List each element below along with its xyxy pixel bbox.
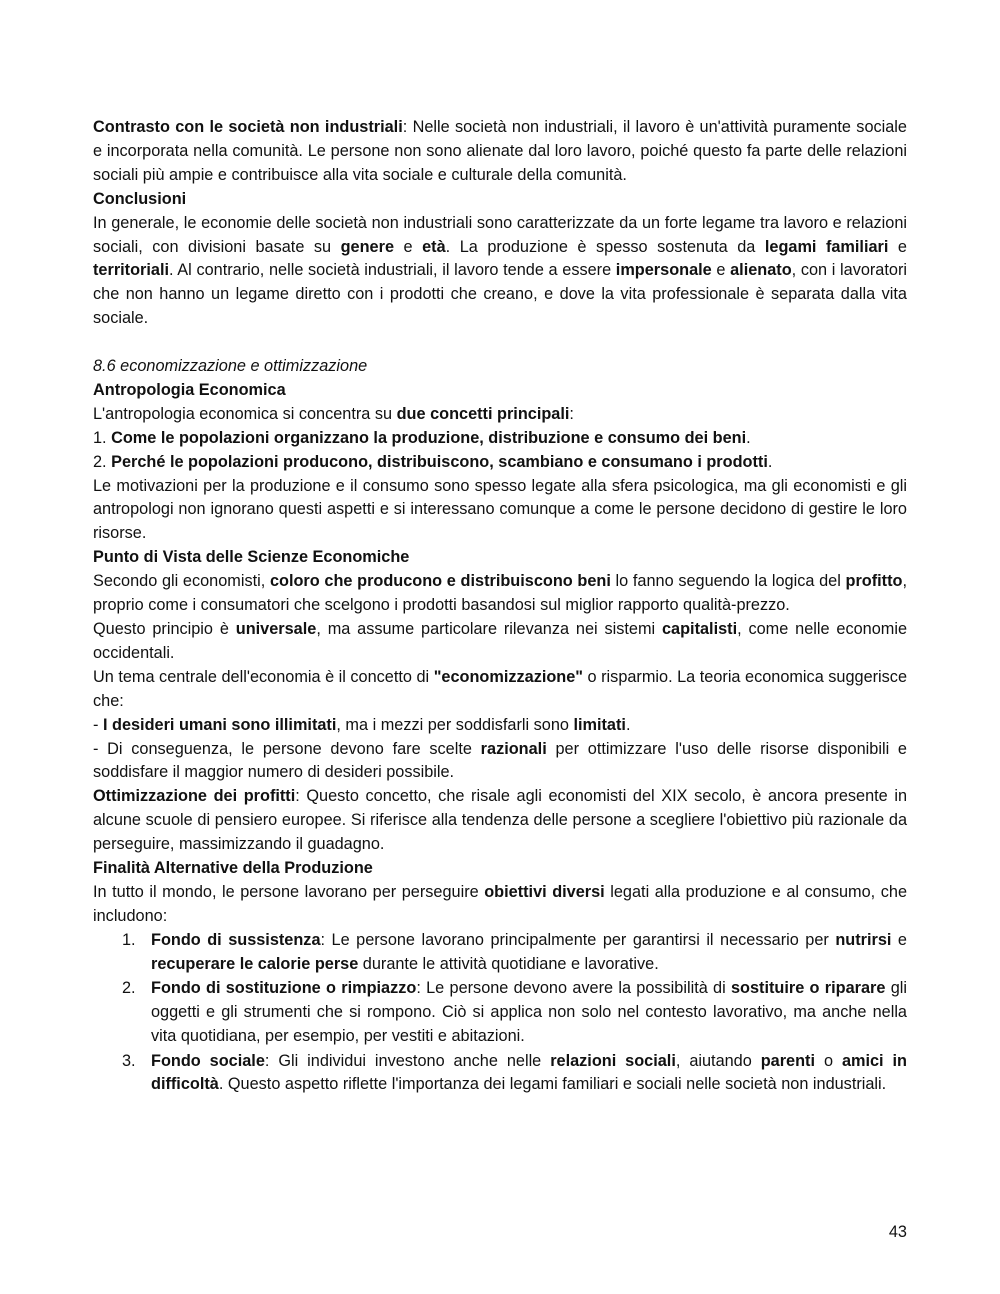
paragraph-intro-concetti: L'antropologia economica si concentra su due concetti principali:	[93, 404, 574, 423]
concept-item-2: 2. Perché le popolazioni producono, distribuiscono, scambiano e consumano i prodotti.	[93, 452, 773, 471]
dash-item-scelte: - Di conseguenza, le persone devono fare scelte razionali per ottimizzare l'uso delle risorse disponibili e soddisfare il maggior numero di desideri possibile.	[93, 739, 907, 782]
list-item-fondo-sociale: 3. Fondo sociale: Gli individui investono anche nelle relazioni sociali, aiutando parenti o amici in difficoltà. Questo aspetto riflette l'importanza dei legami familiari e sociali nelle società non industriali.	[122, 1051, 907, 1094]
paragraph-economisti: Secondo gli economisti, coloro che producono e distribuiscono beni lo fanno seguendo la logica del profitto, proprio come i consumatori che scelgono i prodotti basandosi sul miglior rapporto qualità-prezzo.	[93, 572, 907, 615]
heading-punto-di-vista: Punto di Vista delle Scienze Economiche	[93, 548, 410, 567]
paragraph-economizzazione: Un tema centrale dell'economia è il concetto di "economizzazione" o risparmio. La teoria economica suggerisce che:	[93, 667, 908, 710]
heading-finalita: Finalità Alternative della Produzione	[93, 859, 373, 878]
bold-term: Contrasto con le società non industriali	[93, 118, 403, 136]
funds-list	[93, 929, 907, 1098]
list-item-fondo-sostituzione: 2. Fondo di sostituzione o rimpiazzo: Le persone devono avere la possibilità di sostituire o riparare gli oggetti e gli strumenti che si rompono. Ciò si applica non solo nel contesto lavorativo, ma anche nella vita quotidiana, per esempio, per vestiti e abitazioni.	[122, 979, 908, 1046]
heading-conclusioni: Conclusioni	[93, 189, 187, 208]
paragraph-obiettivi: In tutto il mondo, le persone lavorano per perseguire obiettivi diversi legati alla produzione e al consumo, che includono:	[93, 882, 907, 925]
paragraph-motivazioni: Le motivazioni per la produzione e il consumo sono spesso legate alla sfera psicologica, ma gli economisti e gli antropologi non ignorano questi aspetti e si interessano comunque a come le persone decidono di gestire le loro risorse.	[93, 476, 907, 543]
section-title: 8.6 economizzazione e ottimizzazione	[93, 357, 368, 376]
page-number: 43	[888, 1223, 907, 1241]
list-item-fondo-sussistenza: 1. Fondo di sussistenza: Le persone lavorano principalmente per garantirsi il necessario per nutrirsi e recuperare le calorie perse durante le attività quotidiane e lavorative.	[122, 930, 907, 973]
concept-item-1: 1. Come le popolazioni organizzano la produzione, distribuzione e consumo dei beni.	[93, 428, 751, 447]
dash-item-desideri: - I desideri umani sono illimitati, ma i mezzi per soddisfarli sono limitati.	[93, 715, 631, 734]
paragraph-ottimizzazione: Ottimizzazione dei profitti: Questo concetto, che risale agli economisti del XIX secolo, è ancora presente in alcune scuole di pensiero europee. Si riferisce alla tendenza delle persone a scegliere l'obiettivo più razionale da perseguire, massimizzando il guadagno.	[93, 787, 908, 854]
paragraph-conclusioni: In generale, le economie delle società non industriali sono caratterizzate da un forte legame tra lavoro e relazioni sociali, con divisioni basate su genere e età. La produzione è spesso sostenuta da legami familiari e territoriali. Al contrario, nelle società industriali, il lavoro tende a essere impersonale e alienato, con i lavoratori che non hanno un legame diretto con i prodotti che creano, e dove la vita professionale è separata dalla vita sociale.	[93, 213, 907, 328]
spacer	[93, 331, 907, 355]
paragraph-principio: Questo principio è universale, ma assume particolare rilevanza nei sistemi capitalisti, come nelle economie occidentali.	[93, 620, 907, 662]
document-page	[93, 116, 907, 1098]
heading-antropologia: Antropologia Economica	[93, 380, 286, 399]
paragraph-contrasto: Contrasto con le società non industriali: Nelle società non industriali, il lavoro è un'attività puramente sociale e incorporata nella comunità. Le persone non sono alienate dal loro lavoro, poiché questo fa parte delle relazioni sociali più ampie e contribuisce alla vita sociale e culturale della comunità.	[93, 118, 907, 184]
